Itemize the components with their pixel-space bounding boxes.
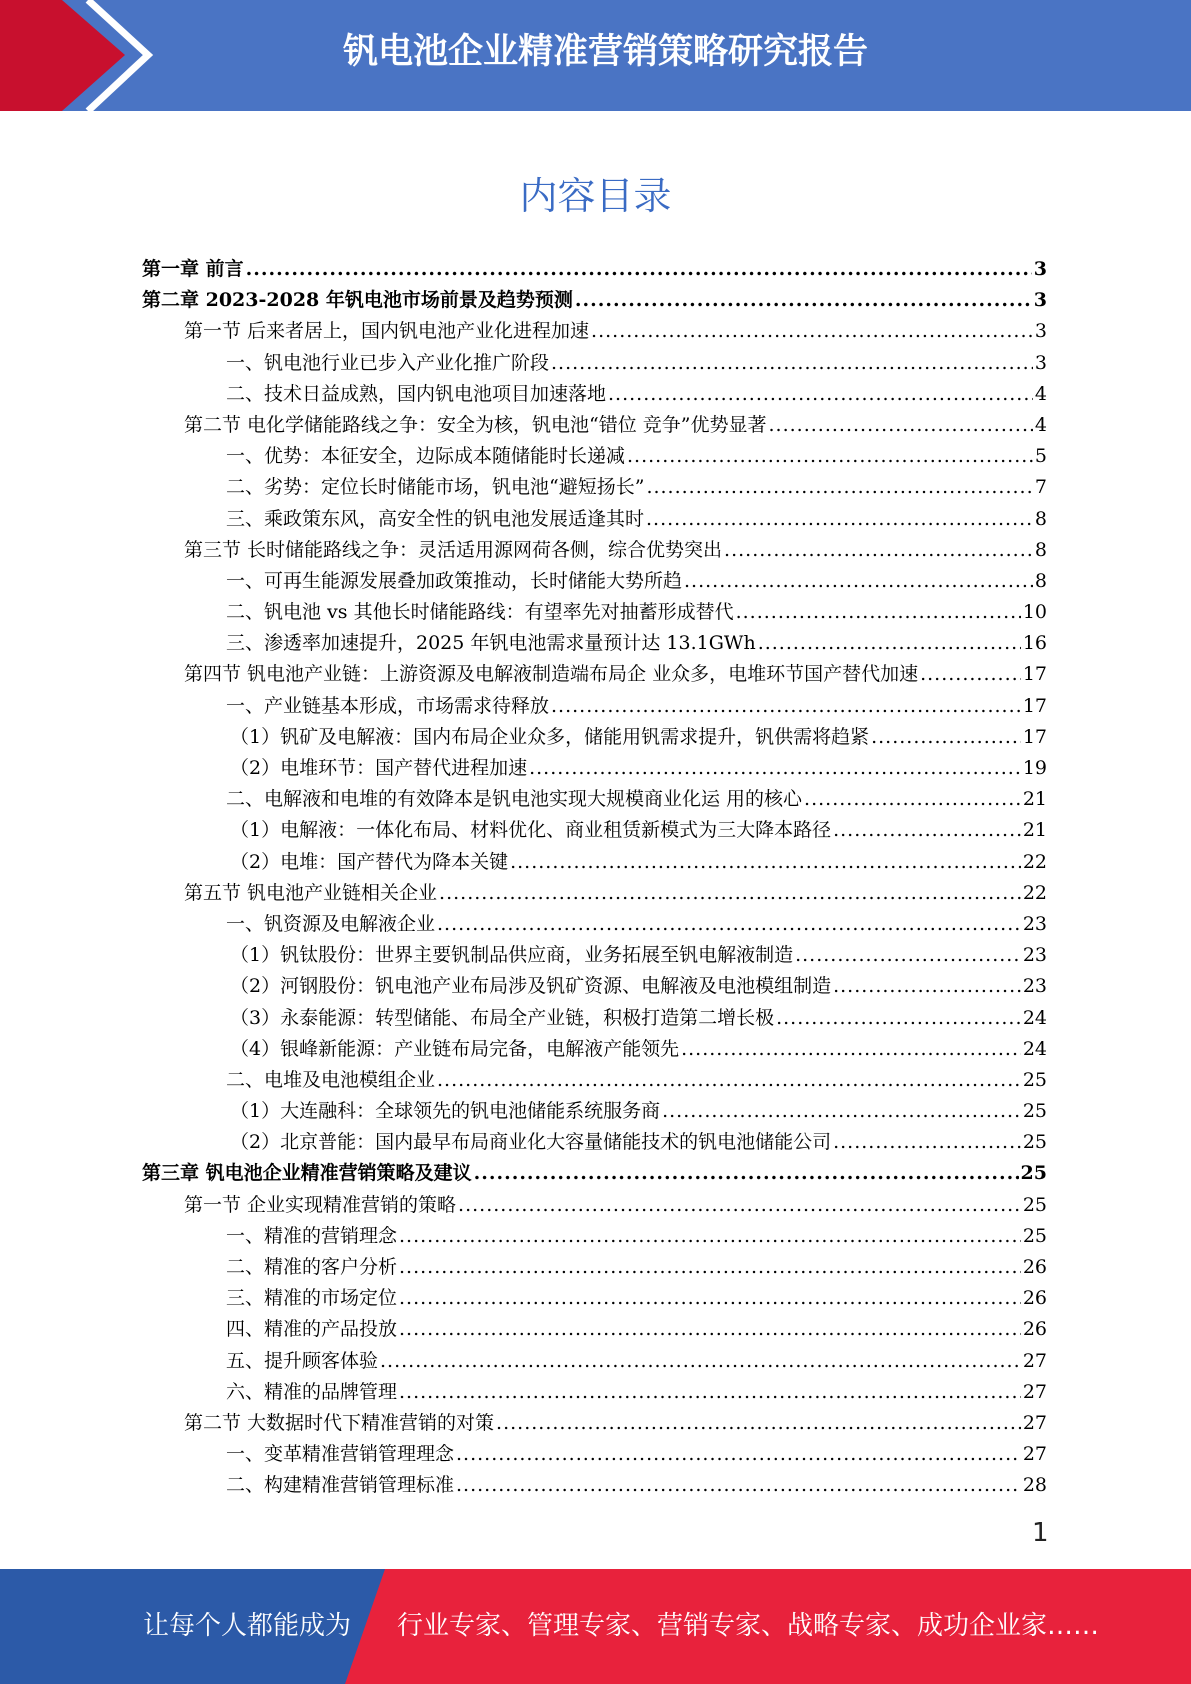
toc-entry[interactable] <box>142 1346 1047 1377</box>
toc-dot-leader <box>399 1318 1021 1340</box>
toc-entry-page: 27 <box>1022 1349 1047 1372</box>
toc-entry-title: 第三章 钒电池企业精准营销策略及建议 <box>142 1162 472 1185</box>
toc-entry-page: 22 <box>1022 850 1047 873</box>
toc-entry-page: 27 <box>1022 1443 1047 1466</box>
toc-entry[interactable] <box>142 1314 1047 1345</box>
toc-entry[interactable] <box>142 441 1047 472</box>
toc-entry-page: 27 <box>1022 1411 1047 1434</box>
toc-entry-page: 10 <box>1022 601 1047 624</box>
toc-entry-title: 一、优势：本征安全，边际成本随储能时长递减 <box>226 445 626 468</box>
toc-dot-leader <box>529 757 1021 779</box>
toc-entry[interactable] <box>142 1377 1047 1408</box>
toc-entry-title: （1）钒钛股份：世界主要钒制品供应商，业务拓展至钒电解液制造 <box>230 944 794 967</box>
toc-entry-page: 16 <box>1022 632 1047 655</box>
toc-entry-title: 第一章 前言 <box>142 258 244 280</box>
toc-entry-page: 19 <box>1022 757 1047 779</box>
page-footer <box>0 1569 1191 1684</box>
toc-entry-page: 26 <box>1022 1256 1047 1278</box>
toc-entry-page: 23 <box>1022 912 1047 935</box>
toc-dot-leader <box>437 913 1021 935</box>
toc-entry-title: （2）河钢股份：钒电池产业布局涉及钒矿资源、电解液及电池模组制造 <box>230 975 832 998</box>
toc-heading: 内容目录 <box>519 174 672 218</box>
table-of-contents <box>142 254 1047 1502</box>
toc-entry-title: 第三节 长时储能路线之争：灵活适用源网荷各侧，综合优势突出 <box>184 538 723 561</box>
toc-entry[interactable] <box>142 971 1047 1002</box>
toc-entry[interactable] <box>142 878 1047 909</box>
toc-entry-page: 23 <box>1022 975 1047 998</box>
toc-dot-leader <box>399 1381 1021 1403</box>
toc-entry-title: 二、电解液和电堆的有效降本是钒电池实现大规模商业化运 用的核心 <box>226 788 803 811</box>
toc-dot-leader <box>684 570 1033 592</box>
toc-dot-leader <box>608 383 1033 405</box>
toc-entry-title: 三、乘政策东风，高安全性的钒电池发展适逢其时 <box>226 507 645 530</box>
toc-entry-page: 25 <box>1022 1224 1047 1247</box>
page-header <box>0 0 1191 111</box>
toc-entry[interactable] <box>142 316 1047 347</box>
toc-entry-title: 第五节 钒电池产业链相关企业 <box>184 881 438 904</box>
toc-entry-page: 21 <box>1022 819 1047 842</box>
toc-entry-title: （4）银峰新能源：产业链布局完备，电解液产能领先 <box>230 1037 680 1060</box>
toc-entry[interactable] <box>142 348 1047 379</box>
toc-entry-page: 24 <box>1022 1037 1047 1060</box>
toc-entry[interactable] <box>142 1065 1047 1096</box>
toc-dot-leader <box>769 414 1033 436</box>
toc-entry-page: 3 <box>1033 258 1047 280</box>
toc-entry-title: 六、精准的品牌管理 <box>226 1380 398 1403</box>
toc-dot-leader <box>474 1162 1019 1184</box>
toc-entry-title: 二、技术日益成熟，国内钒电池项目加速落地 <box>226 382 607 405</box>
toc-entry-title: 第二章 2023-2028 年钒电池市场前景及趋势预测 <box>142 289 573 312</box>
toc-dot-leader <box>456 1474 1021 1496</box>
toc-entry-title: 一、产业链基本形成，市场需求待释放 <box>226 694 550 717</box>
toc-entry-title: 二、精准的客户分析 <box>226 1256 398 1278</box>
toc-entry-page: 17 <box>1022 694 1047 717</box>
footer-slogan-left: 让每个人都能成为 <box>143 1611 352 1641</box>
toc-entry-title: 二、电堆及电池模组企业 <box>226 1068 436 1091</box>
toc-entry-title: （2）电堆：国产替代为降本关键 <box>230 850 509 873</box>
toc-entry-page: 28 <box>1022 1474 1047 1497</box>
toc-entry-title: 一、精准的营销理念 <box>226 1224 398 1247</box>
toc-entry[interactable] <box>142 909 1047 940</box>
toc-dot-leader <box>456 1443 1021 1465</box>
toc-entry-title: 二、构建精准营销管理标准 <box>226 1474 455 1497</box>
toc-entry[interactable] <box>142 1096 1047 1127</box>
toc-dot-leader <box>437 1069 1021 1091</box>
toc-entry-title: 一、变革精准营销管理理念 <box>226 1443 455 1466</box>
toc-entry[interactable] <box>142 1221 1047 1252</box>
toc-entry-page: 17 <box>1022 725 1047 748</box>
toc-entry[interactable] <box>142 628 1047 659</box>
toc-entry-page: 25 <box>1020 1162 1047 1185</box>
toc-entry-title: 一、钒电池行业已步入产业化推广阶段 <box>226 351 550 374</box>
toc-dot-leader <box>591 320 1033 342</box>
toc-entry[interactable] <box>142 254 1047 285</box>
footer-slogan-right: 行业专家、管理专家、营销专家、战略专家、成功企业家…… <box>397 1611 1100 1641</box>
toc-dot-leader <box>833 975 1021 997</box>
toc-entry-page: 3 <box>1033 289 1047 312</box>
toc-entry-page: 27 <box>1022 1380 1047 1403</box>
toc-dot-leader <box>871 726 1021 748</box>
toc-dot-leader <box>551 352 1033 374</box>
toc-entry[interactable] <box>142 597 1047 628</box>
toc-entry-title: （1）钒矿及电解液：国内布局企业众多，储能用钒需求提升，钒供需将趋紧 <box>230 725 870 748</box>
page-number: 1 <box>1032 1518 1049 1548</box>
toc-entry[interactable] <box>142 691 1047 722</box>
toc-entry[interactable] <box>142 940 1047 971</box>
toc-dot-leader <box>920 663 1021 685</box>
toc-entry[interactable] <box>142 1003 1047 1034</box>
toc-entry-title: 四、精准的产品投放 <box>226 1318 398 1341</box>
toc-dot-leader <box>833 1131 1021 1153</box>
toc-dot-leader <box>510 851 1021 873</box>
toc-dot-leader <box>776 1007 1021 1029</box>
toc-dot-leader <box>439 882 1021 904</box>
toc-entry[interactable] <box>142 722 1047 753</box>
toc-dot-leader <box>575 289 1032 311</box>
toc-entry-title: 第一节 后来者居上，国内钒电池产业化进程加速 <box>184 320 590 343</box>
toc-entry-title: 二、劣势：定位长时储能市场，钒电池“避短扬长” <box>226 476 645 499</box>
toc-entry[interactable] <box>142 1252 1047 1283</box>
toc-entry-page: 25 <box>1022 1100 1047 1123</box>
toc-entry-title: （1）大连融科：全球领先的钒电池储能系统服务商 <box>230 1100 661 1123</box>
toc-entry-title: 一、钒资源及电解液企业 <box>226 912 436 935</box>
toc-entry-title: 第二节 电化学储能路线之争：安全为核，钒电池“错位 竞争”优势显著 <box>184 413 767 436</box>
toc-dot-leader <box>399 1225 1021 1247</box>
toc-entry-page: 4 <box>1034 382 1047 405</box>
toc-dot-leader <box>758 632 1021 654</box>
toc-entry-title: （3）永泰能源：转型储能、布局全产业链，积极打造第二增长极 <box>230 1006 775 1029</box>
toc-entry[interactable] <box>142 1127 1047 1158</box>
toc-dot-leader <box>551 695 1021 717</box>
toc-entry-title: 二、钒电池 vs 其他长时储能路线：有望率先对抽蓄形成替代 <box>226 601 734 624</box>
toc-entry[interactable] <box>142 847 1047 878</box>
toc-entry-page: 23 <box>1022 944 1047 967</box>
toc-entry-page: 26 <box>1022 1318 1047 1341</box>
toc-entry-page: 26 <box>1022 1287 1047 1310</box>
toc-entry[interactable] <box>142 784 1047 815</box>
toc-dot-leader <box>380 1350 1021 1372</box>
toc-dot-leader <box>246 258 1032 280</box>
toc-entry-title: （2）北京普能：国内最早布局商业化大容量储能技术的钒电池储能公司 <box>230 1131 832 1154</box>
toc-entry-page: 22 <box>1022 881 1047 904</box>
toc-dot-leader <box>681 1038 1021 1060</box>
toc-dot-leader <box>736 601 1021 623</box>
toc-entry[interactable] <box>142 753 1047 784</box>
toc-entry[interactable] <box>142 1283 1047 1314</box>
toc-entry[interactable] <box>142 285 1047 316</box>
toc-dot-leader <box>496 1412 1021 1434</box>
toc-entry-page: 25 <box>1022 1131 1047 1154</box>
toc-entry[interactable] <box>142 1439 1047 1470</box>
toc-entry-page: 17 <box>1022 663 1047 686</box>
toc-dot-leader <box>795 944 1021 966</box>
toc-entry[interactable] <box>142 472 1047 503</box>
toc-dot-leader <box>833 819 1021 841</box>
toc-entry[interactable] <box>142 1190 1047 1221</box>
toc-dot-leader <box>399 1287 1021 1309</box>
toc-entry[interactable] <box>142 410 1047 441</box>
toc-entry-page: 8 <box>1034 507 1047 530</box>
toc-entry-page: 21 <box>1022 788 1047 811</box>
toc-entry-page: 8 <box>1034 538 1047 561</box>
toc-entry[interactable] <box>142 566 1047 597</box>
toc-entry-page: 5 <box>1034 445 1047 468</box>
toc-entry[interactable] <box>142 1034 1047 1065</box>
toc-dot-leader <box>646 476 1032 498</box>
toc-entry-title: 三、精准的市场定位 <box>226 1287 398 1310</box>
toc-entry[interactable] <box>142 504 1047 535</box>
toc-entry-title: 三、渗透率加速提升，2025 年钒电池需求量预计达 13.1GWh <box>226 632 756 655</box>
toc-entry[interactable] <box>142 379 1047 410</box>
toc-dot-leader <box>662 1100 1021 1122</box>
toc-dot-leader <box>724 539 1033 561</box>
toc-entry-page: 8 <box>1034 569 1047 592</box>
toc-entry-page: 3 <box>1034 320 1047 343</box>
toc-dot-leader <box>804 788 1021 810</box>
toc-entry-title: 第二节 大数据时代下精准营销的对策 <box>184 1411 495 1434</box>
toc-entry[interactable] <box>142 535 1047 566</box>
toc-entry-title: 第四节 钒电池产业链：上游资源及电解液制造端布局企 业众多，电堆环节国产替代加速 <box>184 663 919 686</box>
toc-entry-page: 25 <box>1022 1193 1047 1216</box>
toc-entry[interactable] <box>142 815 1047 846</box>
toc-dot-leader <box>627 445 1033 467</box>
toc-entry-page: 4 <box>1034 413 1047 436</box>
toc-dot-leader <box>646 508 1033 530</box>
toc-entry-title: 第一节 企业实现精准营销的策略 <box>184 1193 457 1216</box>
toc-entry-title: 五、提升顾客体验 <box>226 1349 379 1372</box>
toc-entry[interactable] <box>142 1158 1047 1189</box>
toc-entry-page: 24 <box>1022 1006 1047 1029</box>
toc-entry[interactable] <box>142 1470 1047 1501</box>
toc-entry-title: 一、可再生能源发展叠加政策推动，长时储能大势所趋 <box>226 569 683 592</box>
toc-entry-title: （1）电解液：一体化布局、材料优化、商业租赁新模式为三大降本路径 <box>230 819 832 842</box>
toc-dot-leader <box>399 1256 1021 1278</box>
toc-entry-page: 3 <box>1034 351 1047 374</box>
toc-entry[interactable] <box>142 1408 1047 1439</box>
toc-entry[interactable] <box>142 659 1047 690</box>
report-title: 钒电池企业精准营销策略研究报告 <box>342 32 868 72</box>
toc-dot-leader <box>458 1194 1021 1216</box>
toc-entry-page: 25 <box>1022 1068 1047 1091</box>
toc-entry-page: 7 <box>1034 476 1047 499</box>
toc-entry-title: （2）电堆环节：国产替代进程加速 <box>230 757 528 779</box>
